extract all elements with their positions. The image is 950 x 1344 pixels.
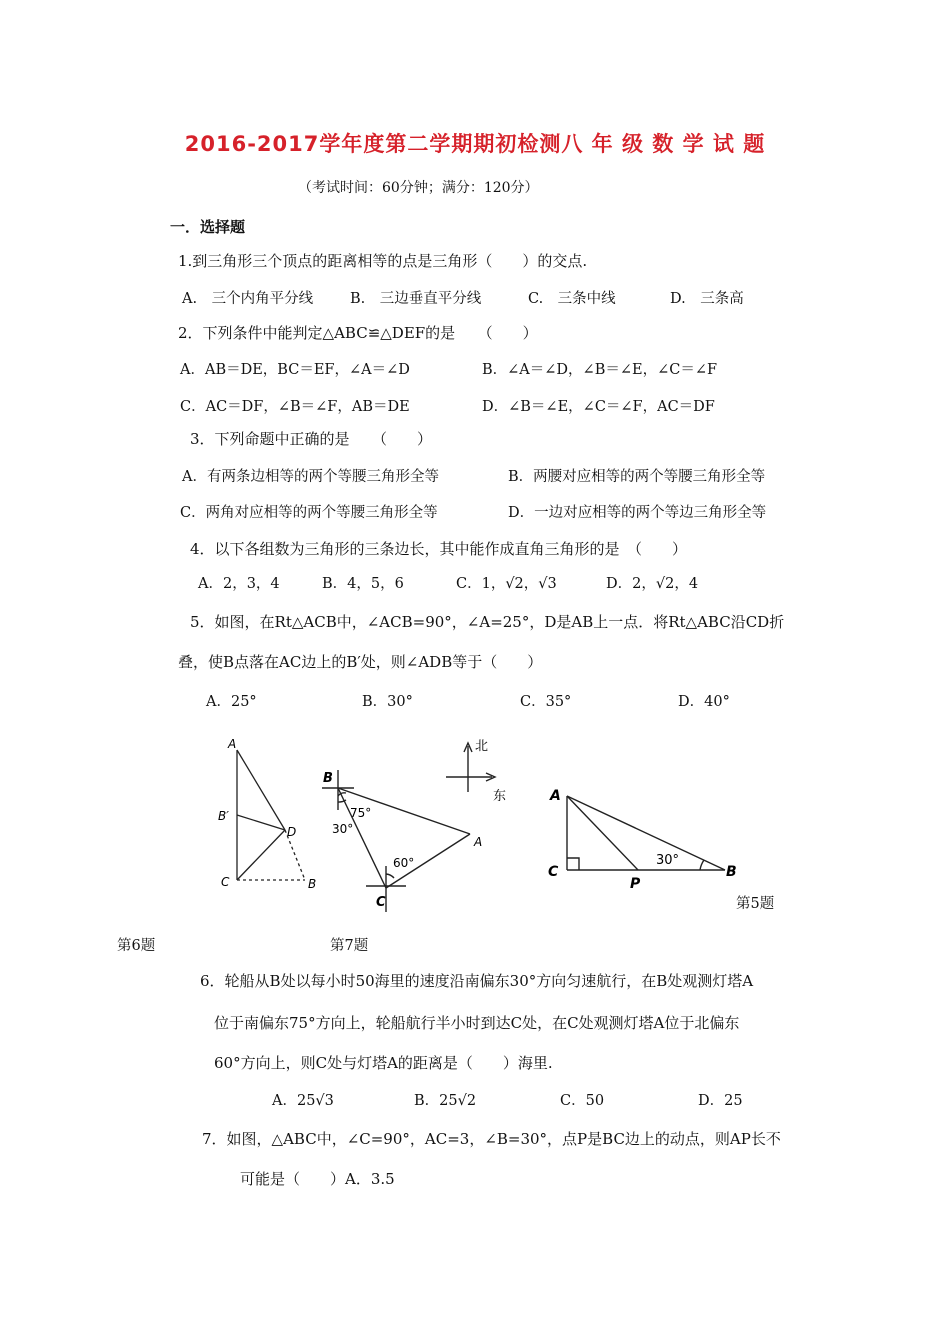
question-1-stem: 1.到三角形三个顶点的距离相等的点是三角形（ ）的交点. <box>178 252 588 270</box>
exam-info: （考试时间：60分钟；满分：120分） <box>298 180 539 196</box>
q5-option-b: B．30° <box>362 694 413 710</box>
q5-option-c: C．35° <box>520 694 572 710</box>
fig3-label-c: C <box>548 864 559 880</box>
q6-option-d: D．25 <box>698 1093 743 1109</box>
question-7-line1: 7．如图，△ABC中，∠C=90°，AC=3，∠B=30°，点P是BC边上的动点，则AP长不 <box>202 1130 781 1148</box>
figure-label-q7: 第7题 <box>330 938 369 954</box>
q5-option-a: A．25° <box>206 694 257 710</box>
question-4-stem: 4．以下各组数为三角形的三条边长，其中能作成直角三角形的是 （ ） <box>190 540 688 558</box>
fig2-label-b: B <box>323 771 333 786</box>
fig1-label-a: A <box>228 737 237 751</box>
figure-right-triangle <box>567 796 725 870</box>
fig3-label-b: B <box>726 864 737 880</box>
fig1-label-c: C <box>221 875 230 889</box>
q5-option-d: D．40° <box>678 694 730 710</box>
question-6-line1: 6．轮船从B处以每小时50海里的速度沿南偏东30°方向匀速航行，在B处观测灯塔A <box>200 972 754 990</box>
q4-option-a: A．2，3，4 <box>198 576 280 592</box>
q6-option-b: B．25√2 <box>414 1093 477 1109</box>
figure-label-q5: 第5题 <box>736 896 775 912</box>
q2-option-a: A．AB＝DE，BC＝EF，∠A＝∠D <box>180 362 410 378</box>
fig1-label-b-prime: B′ <box>218 809 229 823</box>
question-2-stem: 2．下列条件中能判定△ABC≌△DEF的是 （ ） <box>178 324 538 342</box>
q3-option-c: C．两角对应相等的两个等腰三角形全等 <box>180 505 438 521</box>
figure-fold-triangle <box>237 750 305 880</box>
fig1-label-b: B <box>308 877 317 891</box>
fig2-label-c: C <box>376 895 386 910</box>
fig3-label-a: A <box>550 788 561 804</box>
q4-option-c: C．1，√2，√3 <box>456 576 557 592</box>
q1-option-d: D. 三条高 <box>670 291 744 307</box>
question-7-line2: 可能是（ ）A．3.5 <box>240 1170 395 1188</box>
figure-label-q6: 第6题 <box>117 938 156 954</box>
q2-option-d: D．∠B＝∠E，∠C＝∠F，AC＝DF <box>482 399 715 415</box>
q4-option-d: D．2，√2，4 <box>606 576 699 592</box>
fig2-angle-30: 30° <box>332 822 354 836</box>
question-5-line2: 叠，使B点落在AC边上的B′处，则∠ADB等于（ ） <box>178 653 543 671</box>
fig2-label-north: 北 <box>475 739 489 754</box>
q2-option-b: B．∠A＝∠D，∠B＝∠E，∠C＝∠F <box>482 362 718 378</box>
q1-option-c: C. 三条中线 <box>528 291 616 307</box>
question-6-line2: 位于南偏东75°方向上，轮船航行半小时到达C处，在C处观测灯塔A位于北偏东 <box>214 1014 740 1032</box>
q3-option-d: D．一边对应相等的两个等边三角形全等 <box>508 505 767 521</box>
fig3-label-p: P <box>630 876 641 892</box>
section-title: 一．选择题 <box>170 218 246 236</box>
fig2-angle-60: 60° <box>393 856 415 870</box>
fig2-angle-75: 75° <box>350 806 372 820</box>
fig2-label-a: A <box>474 835 483 849</box>
q4-option-b: B．4，5，6 <box>322 576 404 592</box>
q6-option-c: C．50 <box>560 1093 605 1109</box>
fig1-label-d: D <box>287 825 297 839</box>
fig2-label-east: 东 <box>493 789 507 804</box>
question-3-stem: 3．下列命题中正确的是 （ ） <box>190 430 433 448</box>
page-title: 2016-2017学年度第二学期期初检测八 年 级 数 学 试 题 <box>184 132 766 156</box>
figures-strip <box>110 730 790 920</box>
q1-option-a: A. 三个内角平分线 <box>182 291 314 307</box>
q2-option-c: C．AC＝DF，∠B＝∠F，AB＝DE <box>180 399 410 415</box>
q1-option-b: B. 三边垂直平分线 <box>350 291 482 307</box>
q3-option-a: A．有两条边相等的两个等腰三角形全等 <box>182 469 439 485</box>
q3-option-b: B．两腰对应相等的两个等腰三角形全等 <box>508 469 766 485</box>
question-5-line1: 5．如图，在Rt△ACB中，∠ACB=90°，∠A=25°，D是AB上一点．将Rt△ABC沿CD折 <box>190 613 785 631</box>
q6-option-a: A．25√3 <box>272 1093 334 1109</box>
fig3-angle-30: 30° <box>656 853 680 868</box>
question-6-line3: 60°方向上，则C处与灯塔A的距离是（ ）海里. <box>214 1054 553 1072</box>
